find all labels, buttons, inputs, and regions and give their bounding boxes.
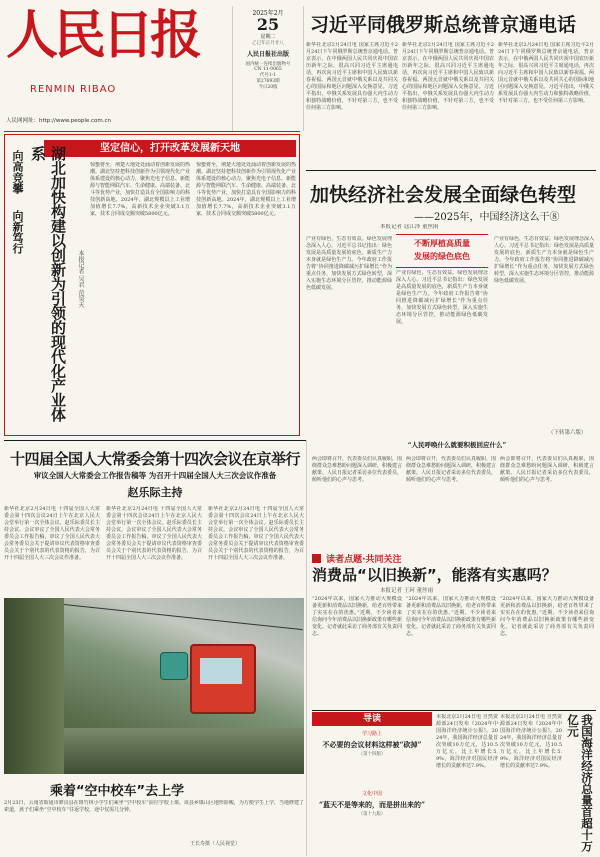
publisher: 人民日报社出版 [246,51,289,58]
side-caption-2: 向新笃行 [11,210,24,254]
feature-byline: 本报记者 吴君 范昊天 [77,250,84,308]
photo-cable-car-small [160,652,188,680]
date-box [232,6,304,131]
quote-body-col-2: 两会即将召开，代表委员们认真履职，围绕群众急难愁盼问题深入调研，积极建言献策。人民日报记者采访多位代表委员，倾听他们的心声与思考。 [406,456,496,483]
second-byline: 本报记者 寇江泽 董丝雨 [380,224,439,230]
guide-item-2-section: 文化中国 [361,791,382,797]
lead-body-col-3: 新华社北京2月24日电 国家主席习近平2月24日下午同俄罗斯总统普京通电话。普京表示，在中俄两国人民共同庆祝中国农历新年之际，很高兴同习近平主席通电话，再次向习近平主席和中国人民致以新春祝福。两国元首就中俄关系以及共同关心的国际和地区问题深入交换意见。习近平指出，中俄关系发展具有强大内生动力和独特战略价值，不针对第三方，也不受任何第三方影响。 [498,42,594,104]
photo-valley-floor [64,728,304,774]
pull-quote-line-1: 不断厚植高质量 [414,238,470,248]
reader-label-box [312,548,432,565]
reader-label: 读者点题·共同关注 [326,555,402,565]
issue-line-0: 国内统一连续出版物号 [245,62,291,67]
second-body-col-3: 产业有绿色，生态有效益。绿色发展理念深入人心。习近平总书记指出：绿色发展是高质量发展的底色，新质生产力本身就是绿色生产力。今年政府工作报告将“协同推进降碳减污扩绿增长”作为重点任务，加快发展方式绿色转型，深入实施生态环境分区管控，推动能源绿色低碳发展。 [494,236,594,284]
reader-headline: 消费品“以旧换新”，能落有实惠吗？ [312,566,557,584]
guide-item-1[interactable] [312,730,432,757]
pull-quote-box [396,234,488,268]
masthead-pinyin: RENMIN RIBAO [30,84,117,95]
lead-headline: 习近平同俄罗斯总统普京通电话 [310,14,577,36]
second-body-col-2: 产业有绿色，生态有效益。绿色发展理念深入人心。习近平总书记指出：绿色发展是高质量发展的底色，新质生产力本身就是绿色生产力。今年政府工作报告将“协同推进降碳减污扩绿增长”作为重点任务，加快发展方式绿色转型，深入实施生态环境分区管控，推动能源绿色低碳发展。 [396,270,488,325]
bottom-right-vertical-title: 我国海洋经济总量首超十万亿元 [566,714,594,852]
photo-cliff-left [4,598,64,774]
guide-item-2[interactable] [312,790,432,817]
reader-body-col-3: “2024年以来，国家大力推动大规模设备更新和消费品以旧换新，给老百姓带来了实实在在的优惠。”近期，不少读者来信询问今年消费品以旧换新政策有哪些新变化。记者就此采访了商务部有关负责同志。 [500,596,594,637]
reader-body-col-1: “2024年以来，国家大力推动大规模设备更新和消费品以旧换新，给老百姓带来了实实在在的优惠。”近期，不少读者来信询问今年消费品以旧换新政策有哪些新变化。记者就此采访了商务部有关负责同志。 [312,596,402,637]
bottom-right-body-col-1: 本报北京2月24日电 自然资源部24日发布《2024年中国海洋经济统计公报》。2024年，我国海洋经济总量首次突破10万亿元，达10.5万亿元，比上年增长5.9%，海洋经济对国民经济增长的贡献率达7.9%。 [436,714,498,769]
date-lunar: 乙巳年正月廿八 [252,41,284,46]
website-label: 人民网网址：http://www.people.com.cn [6,118,111,124]
lead-divider [306,170,596,171]
date-day: 25 [256,15,280,34]
npc-top-rule [4,440,306,441]
lead-body-col-1: 新华社北京2月24日电 国家主席习近平2月24日下午同俄罗斯总统普京通电话。普京表示，在中俄两国人民共同庆祝中国农历新年之际，很高兴同习近平主席通电话，再次向习近平主席和中国人民致以新春祝福。两国元首就中俄关系以及共同关心的国际和地区问题深入交换意见。习近平指出，中俄关系发展具有强大内生动力和独特战略价值，不针对第三方，也不受任何第三方影响。 [306,42,398,111]
guide-top-rule [312,710,596,711]
issue-line-3: 第27693期 [256,79,280,84]
photo-cable-car-large [190,644,256,714]
center-vertical-rule [306,440,307,856]
guide-item-2-page: （第十九版） [358,812,386,817]
npc-headline: 十四届全国人大常委会第十四次会议在京举行 [9,450,300,468]
photo-credit: 王长寿摄（人民视觉） [190,841,241,847]
photo-caption: 2月23日，云南省昭通市彝良县在斑竹林小学生们乘坐“空中校车”前往学校上课。该县乡镇山区地形险峻，为方便学生上学，当地修建了索道，孩子们乘坐“空中校车”往返学校，途中仅需几分钟。 [4,800,304,813]
pull-quote-line-2: 发展的绿色底色 [414,251,470,261]
date-weekday: 星期二 [260,34,276,40]
npc-body-col-2: 新华社北京2月24日电 十四届全国人大常委会第十四次会议24日上午在北京人民大会堂举行第一次全体会议。赵乐际委员长主持会议。会议审议了全国人民代表大会常务委员会工作报告稿，审议了全国人民代表大会常务委员会关于提请审议代表资格审查委员会关于个别代表的代表资格的报告，为召开十四届全国人大三次会议作准备。 [106,506,202,561]
issue-line-1: CN 11-0065 [254,67,282,72]
npc-body-col-3: 新华社北京2月24日电 十四届全国人大常委会第十四次会议24日上午在北京人民大会堂举行第一次全体会议。赵乐际委员长主持会议。会议审议了全国人民代表大会常务委员会工作报告稿，审议了全国人民代表大会常务委员会关于提请审议代表资格审查委员会关于个别代表的代表资格的报告，为召开十四届全国人大三次会议作准备。 [208,506,304,561]
issue-line-4: 今日20版 [258,85,278,90]
npc-body-col-1: 新华社北京2月24日电 十四届全国人大常委会第十四次会议24日上午在北京人民大会堂举行第一次全体会议。赵乐际委员长主持会议。会议审议了全国人民代表大会常务委员会工作报告稿，审议了全国人民代表大会常务委员会关于提请审议代表资格审查委员会关于个别代表的代表资格的报告，为召开十四届全国人大三次会议作准备。 [4,506,100,561]
guide-item-2-title: “蓝天不是等来的，而是拼出来的” [318,800,426,809]
masthead-logo: 人民日报 [6,5,199,66]
cable-car-photo [4,598,304,774]
guide-item-1-title: 不必要的会议材料这样被“砍掉” [322,740,422,749]
second-headline: 加快经济社会发展全面绿色转型 [310,184,577,206]
bottom-right-body-col-2: 本报北京2月24日电 自然资源部24日发布《2024年中国海洋经济统计公报》。2024年，我国海洋经济总量首次突破10万亿元，达10.5万亿元，比上年增长5.9%，海洋经济对国民经济增长的贡献率达7.9%。 [500,714,562,769]
photo-headline: 乘着“空中校车”去上学 [50,784,185,799]
quote-headline: “人民呼唤什么就要积极回应什么” [407,441,507,449]
lead-body-col-2: 新华社北京2月24日电 国家主席习近平2月24日下午同俄罗斯总统普京通电话。普京表示，在中俄两国人民共同庆祝中国农历新年之际，很高兴同习近平主席通电话，再次向习近平主席和中国人民致以新春祝福。两国元首就中俄关系以及共同关心的国际和地区问题深入交换意见。习近平指出，中俄关系发展具有强大内生动力和独特战略价值，不针对第三方，也不受任何第三方影响。 [402,42,494,111]
masthead-divider [4,131,300,132]
quote-body-col-3: 两会即将召开，代表委员们认真履职，围绕群众急难愁盼问题深入调研，积极建言献策。人民日报记者采访多位代表委员，倾听他们的心声与思考。 [500,456,594,483]
second-jump: （下转第六版） [548,430,587,436]
feature-banner: 坚定信心，打开改革发展新天地 [44,140,296,157]
npc-subheadline: 审议全国人大常委会工作报告稿等 为召开十四届全国人大三次会议作准备 [33,471,277,480]
guide-label: 导读 [312,712,432,726]
second-body-col-1: 产业有绿色，生态有效益。绿色发展理念深入人心。习近平总书记指出：绿色发展是高质量发展的底色，新质生产力本身就是绿色生产力。今年政府工作报告将“协同推进降碳减污扩绿增长”作为重点任务，加快发展方式绿色转型，深入实施生态环境分区管控，推动能源绿色低碳发展。 [306,236,392,291]
reader-body-col-2: “2024年以来，国家大力推动大规模设备更新和消费品以旧换新，给老百姓带来了实实在在的优惠。”近期，不少读者来信询问今年消费品以旧换新政策有哪些新变化。记者就此采访了商务部有关负责同志。 [406,596,496,637]
quote-body-col-1: 两会即将召开，代表委员们认真履职，围绕群众急难愁盼问题深入调研，积极建言献策。人民日报记者采访多位代表委员，倾听他们的心声与思考。 [312,456,402,483]
feature-body-col-1: 惊蛰将至，荆楚大地处处涌动着创新发展的热潮。湖北坚持把科技创新作为引领现代化产业体系建设的核心动力，聚焦光电子信息、新能源与智能网联汽车、生命健康、高端装备、北斗等优势产业，加快打造具有全国影响力的科技创新高地。2024年，湖北规模以上工业增加值增长7.7%，高新技术企业突破3.1万家，技术合同成交额突破5800亿元。 [90,162,190,217]
date-year-month: 2025年2月 [252,10,284,17]
issue-line-2: 代号1-1 [259,73,277,78]
side-caption-1: 向高竞攀 [11,150,24,194]
npc-byline: 赵乐际主持 [127,486,183,499]
photo-cable-line [64,604,303,630]
reader-byline: 本报记者 王珂 董丝雨 [380,588,433,594]
photo-car-window [200,658,242,684]
guide-item-1-page: （第十四版） [358,752,386,757]
second-subheadline: ——2025年，中国经济这么干⑧ [414,212,560,223]
feature-body-col-2: 惊蛰将至，荆楚大地处处涌动着创新发展的热潮。湖北坚持把科技创新作为引领现代化产业体系建设的核心动力，聚焦光电子信息、新能源与智能网联汽车、生命健康、高端装备、北斗等优势产业，加快打造具有全国影响力的科技创新高地。2024年，湖北规模以上工业增加值增长7.7%，高新技术企业突破3.1万家，技术合同成交额突破5800亿元。 [196,162,296,217]
guide-item-1-section: 学习路上 [361,731,382,737]
feature-vertical-title: 湖北加快构建以创新为引领的现代化产业体系 [29,146,67,422]
reader-label-mark [312,554,321,563]
